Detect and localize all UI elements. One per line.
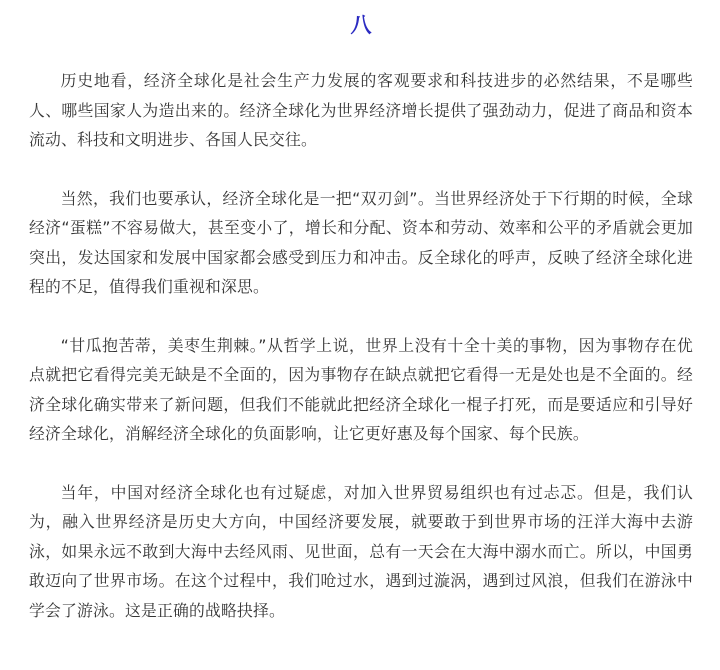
paragraph-1: 历史地看，经济全球化是社会生产力发展的客观要求和科技进步的必然结果，不是哪些人、哪些国家人为造出来的。经济全球化为世界经济增长提供了强劲动力，促进了商品和资本流动、科技和文明进步、各国人民交往。 xyxy=(29,71,693,149)
article-body xyxy=(29,0,693,625)
paragraph-2: 当然，我们也要承认，经济全球化是一把“双刃剑”。当世界经济处于下行期的时候，全球经济“蛋糕”不容易做大，甚至变小了，增长和分配、资本和劳动、效率和公平的矛盾就会更加突出，发达国家和发展中国家都会感受到压力和冲击。反全球化的呼声，反映了经济全球化进程的不足，值得我们重视和深思。 xyxy=(29,188,693,296)
section-number-heading: 八 xyxy=(350,13,372,37)
paragraph-3: “甘瓜抱苦蒂，美枣生荆棘。”从哲学上说，世界上没有十全十美的事物，因为事物存在优点就把它看得完美无缺是不全面的，因为事物存在缺点就把它看得一无是处也是不全面的。经济全球化确实带来了新问题，但我们不能就此把经济全球化一棍子打死，而是要适应和引导好经济全球化，消解经济全球化的负面影响，让它更好惠及每个国家、每个民族。 xyxy=(29,335,693,443)
paragraph-4: 当年，中国对经济全球化也有过疑虑，对加入世界贸易组织也有过忐忑。但是，我们认为，融入世界经济是历史大方向，中国经济要发展，就要敢于到世界市场的汪洋大海中去游泳，如果永远不敢到大海中去经风雨、见世面，总有一天会在大海中溺水而亡。所以，中国勇敢迈向了世界市场。在这个过程中，我们呛过水，遇到过漩涡，遇到过风浪，但我们在游泳中学会了游泳。这是正确的战略抉择。 xyxy=(29,482,693,620)
